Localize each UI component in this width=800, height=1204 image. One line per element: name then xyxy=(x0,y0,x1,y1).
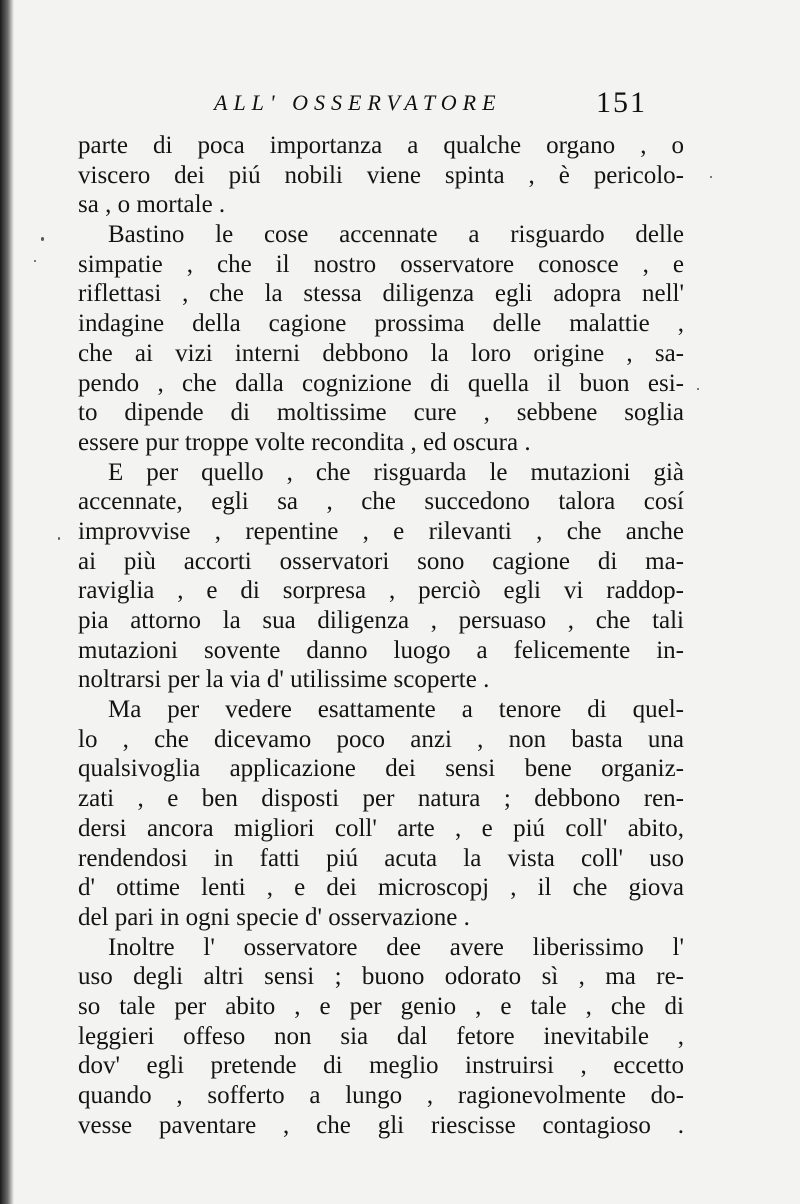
text-line: accennate, egli sa , che succedono talora cosí xyxy=(78,488,684,516)
running-head: ALL' OSSERVATORE xyxy=(214,90,502,115)
text-line: improvvise , repentine , e rilevanti , che anche xyxy=(78,517,684,545)
text-line: pia attorno la sua diligenza , persuaso , che tali xyxy=(78,607,684,634)
text-line: zati , e ben disposti per natura ; debbono ren- xyxy=(78,785,684,813)
text-line: mutazioni sovente danno luogo a felicemente in- xyxy=(78,636,684,664)
text-line: dersi ancora migliori coll' arte , e piú coll' abito, xyxy=(78,814,684,842)
text-line: lo , che dicevamo poco anzi , non basta una xyxy=(78,725,684,753)
text-line: quando , sofferto a lungo , ragionevolmente do- xyxy=(78,1082,684,1109)
text-line: indagine della cagione prossima delle malattie , xyxy=(78,310,684,338)
text-line: rendendosi in fatti piú acuta la vista coll' uso xyxy=(78,844,684,872)
text-line: noltrarsi per la via d' utilissime scoperte . xyxy=(78,666,490,694)
text-line: viscero dei piú nobili viene spinta , è pericolo- xyxy=(78,161,684,189)
text-line: raviglia , e di sorpresa , perciò egli vi raddop- xyxy=(78,577,684,605)
text-line: vesse paventare , che gli riescisse contagioso . xyxy=(78,1111,684,1139)
page-header xyxy=(0,82,800,122)
text-line: dov' egli pretende di meglio instruirsi , eccetto xyxy=(78,1052,684,1080)
text-line: ai più accorti osservatori sono cagione di ma- xyxy=(78,547,684,575)
text-line: Ma per vedere esattamente a tenore di quel- xyxy=(108,696,684,724)
body-text xyxy=(78,131,684,1140)
text-line: E per quello , che risguarda le mutazioni già xyxy=(108,458,684,486)
binding-shadow xyxy=(0,0,14,1204)
page-number: 151 xyxy=(596,86,647,119)
text-line: del pari in ogni specie d' osservazione . xyxy=(78,903,470,931)
text-line: sa , o mortale . xyxy=(78,191,226,219)
text-line: che ai vizi interni debbono la loro origine , sa- xyxy=(78,339,684,367)
text-line: qualsivoglia applicazione dei sensi bene organiz- xyxy=(78,755,684,783)
text-line: parte di poca importanza a qualche organo , o xyxy=(78,132,684,159)
text-line: uso degli altri sensi ; buono odorato sì , ma re- xyxy=(78,963,684,991)
text-line: essere pur troppe volte recondita , ed oscura . xyxy=(78,428,531,456)
text-line: Bastino le cose accennate a risguardo delle xyxy=(108,221,684,249)
text-line: d' ottime lenti , e dei microscopj , il che giova xyxy=(78,874,684,902)
text-line: leggieri offeso non sia dal fetore inevitabile , xyxy=(78,1022,684,1050)
text-line: Inoltre l' osservatore dee avere liberissimo l' xyxy=(108,933,684,961)
text-line: pendo , che dalla cognizione di quella il buon esi- xyxy=(78,369,684,397)
text-line: simpatie , che il nostro osservatore conosce , e xyxy=(78,250,684,278)
text-line: riflettasi , che la stessa diligenza egli adopra nell' xyxy=(78,280,684,308)
text-line: to dipende di moltissime cure , sebbene soglia xyxy=(78,399,684,427)
text-line: so tale per abito , e per genio , e tale , che di xyxy=(78,992,684,1020)
